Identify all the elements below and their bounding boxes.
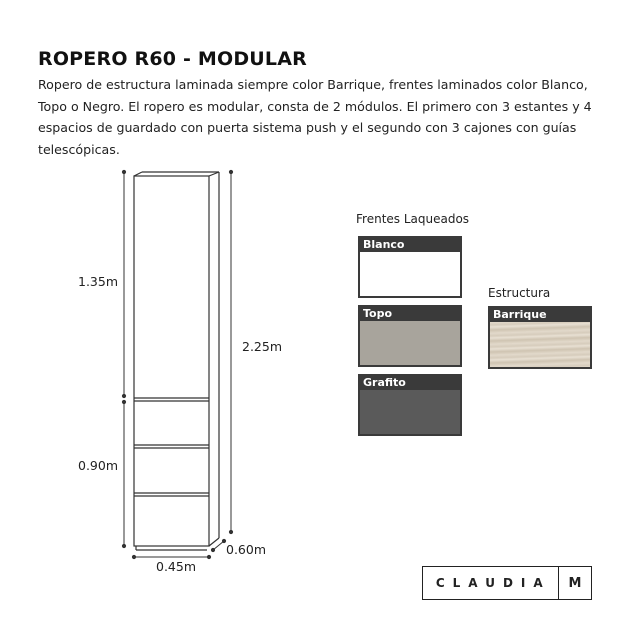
depth-label: 0.60m <box>226 542 267 557</box>
width-label: 0.45m <box>156 559 197 574</box>
page-title: ROPERO R60 - MODULAR <box>38 48 307 70</box>
swatch-label: Barrique <box>490 308 590 322</box>
brand-name: CLAUDIA <box>435 576 551 590</box>
brand-logo <box>422 566 592 600</box>
swatch-blanco <box>358 236 462 298</box>
swatch-label: Blanco <box>360 238 460 252</box>
estructura-title: Estructura <box>488 286 551 300</box>
swatch-label: Topo <box>360 307 460 321</box>
lower-height-label: 0.90m <box>78 458 119 473</box>
brand-mark: M <box>568 575 582 591</box>
product-description: Ropero de estructura laminada siempre color Barrique, frentes laminados color Blanco, Topo o Negro. El ropero es modular, consta de 2 módulos. El primero con 3 estantes y 4 espacios de guardado con puerta sistema push y el segundo con 3 cajones con guías telescópicas. <box>38 77 592 157</box>
swatch-label: Grafito <box>360 376 460 390</box>
swatch-fill <box>360 390 460 434</box>
swatch-fill <box>360 321 460 365</box>
swatch-grafito <box>358 374 462 436</box>
cabinet-front <box>134 176 209 546</box>
wood-texture <box>490 322 590 367</box>
swatch-fill <box>360 252 460 296</box>
swatch-barrique <box>488 306 592 369</box>
frentes-title: Frentes Laqueados <box>356 212 470 226</box>
total-height-label: 2.25m <box>242 339 283 354</box>
upper-height-label: 1.35m <box>78 274 119 289</box>
swatch-topo <box>358 305 462 367</box>
